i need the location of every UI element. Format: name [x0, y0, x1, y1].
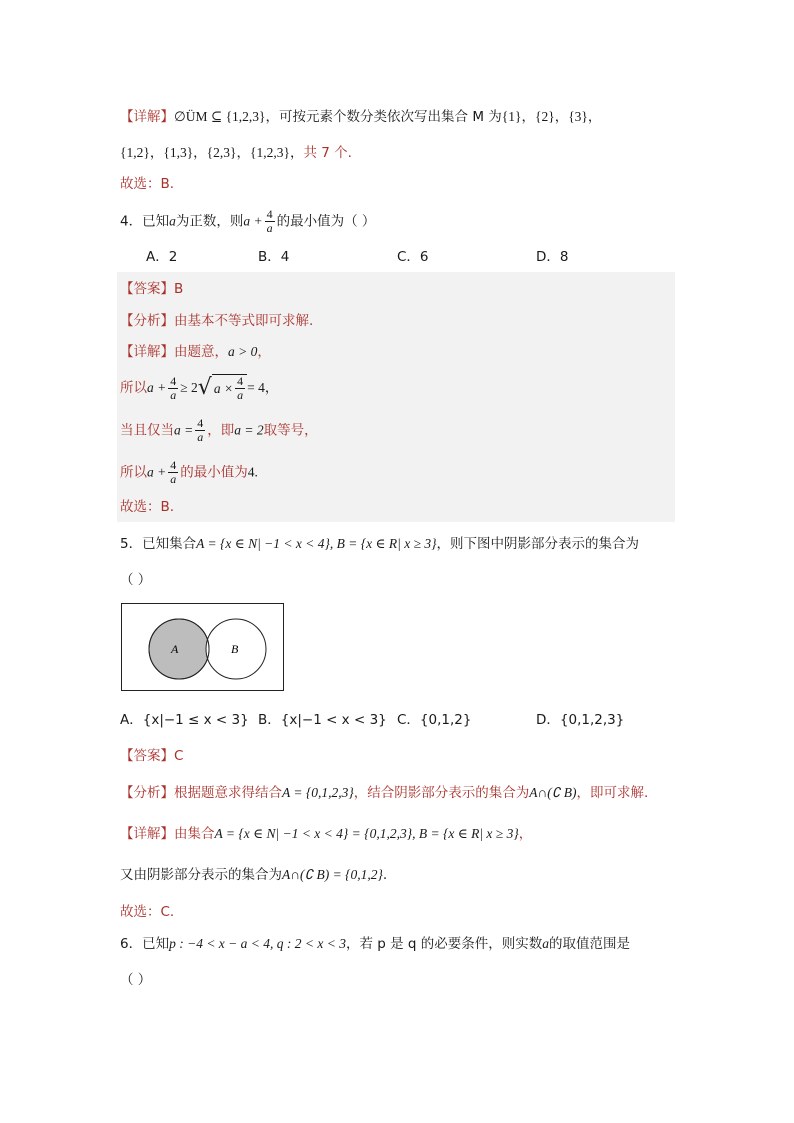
q4-option-a[interactable]: A．2 [146, 249, 178, 265]
q4-detail-1: 【详解】由题意，a > 0， [120, 344, 271, 360]
q4-min: 所以a + $\frac{4}{a}$ 的最小值为4. [120, 458, 258, 486]
q5-answer: 【答案】C [120, 748, 184, 764]
q5-analysis: 【分析】根据题意求得结合A = {0,1,2,3}，结合阴影部分表示的集合为A∩(∁ B)，即可求解. [120, 785, 649, 801]
sqrt-symbol: √ a × $\frac{4}{a}$ [198, 374, 247, 402]
q5-option-c[interactable]: C．{0,1,2} [397, 712, 472, 728]
q5-stem: 5．已知集合A = {x ∈ N| −1 < x < 4}, B = {x ∈ R| x ≥ 3}，则下图中阴影部分表示的集合为 [120, 536, 640, 552]
q5-option-d[interactable]: D．{0,1,2,3} [536, 712, 625, 728]
q5-detail: 【详解】由集合A = {x ∈ N| −1 < x < 4} = {0,1,2,3}, B = {x ∈ R| x ≥ 3}， [120, 826, 533, 842]
subset-expression: ∅ÜM ⊆ {1,2,3} [174, 109, 266, 124]
fraction-4-over-a: $\frac{4}{a}$ [266, 207, 273, 235]
q6-paren: （ ） [120, 972, 152, 988]
q3-sets-line2: {1,2}，{1,3}，{2,3}，{1,2,3}， [120, 145, 304, 160]
q3-choice: 故选：B. [120, 176, 175, 192]
q5-option-a[interactable]: A．{x|−1 ≤ x < 3} [120, 712, 249, 728]
q3-detail-text: ，可按元素个数分类依次写出集合 M 为 [265, 109, 502, 125]
q4-option-b[interactable]: B．4 [258, 249, 290, 265]
detail-tag: 【详解】 [120, 109, 174, 125]
venn-label-b: B [231, 642, 239, 656]
q4-option-c[interactable]: C．6 [397, 249, 429, 265]
q5-option-b[interactable]: B．{x|−1 < x < 3} [258, 712, 387, 728]
venn-diagram [121, 603, 285, 692]
q4-inequality: 所以a + $\frac{4}{a}$ ≥ 2 √ a × $\frac{4}{a}$ = 4， [120, 373, 279, 402]
q6-stem: 6．已知p : −4 < x − a < 4, q : 2 < x < 3，若 p 是 q 的必要条件，则实数a的取值范围是 [120, 936, 631, 952]
q4-answer: 【答案】B [120, 281, 184, 297]
q3-total: 共 7 个. [303, 145, 352, 161]
q4-option-d[interactable]: D．8 [536, 249, 569, 265]
q3-sets-line [120, 142, 352, 164]
venn-label-a: A [171, 642, 179, 656]
q4-analysis: 【分析】由基本不等式即可求解. [120, 313, 314, 329]
q5-detail-2: 又由阴影部分表示的集合为A∩(∁ B) = {0,1,2}. [120, 867, 388, 883]
q3-sets-line1: {1}，{2}，{3}， [501, 109, 602, 124]
q3-detail-line [120, 106, 601, 128]
q5-paren: （ ） [120, 572, 152, 588]
q4-iff: 当且仅当a = $\frac{4}{a}$ ，即a = 2取等号， [120, 416, 318, 444]
q5-choice: 故选：C. [120, 904, 175, 920]
q4-choice: 故选：B. [120, 499, 175, 515]
q4-stem: 4．已知a为正数，则a + $\frac{4}{a}$ 的最小值为（ ） [120, 207, 376, 235]
